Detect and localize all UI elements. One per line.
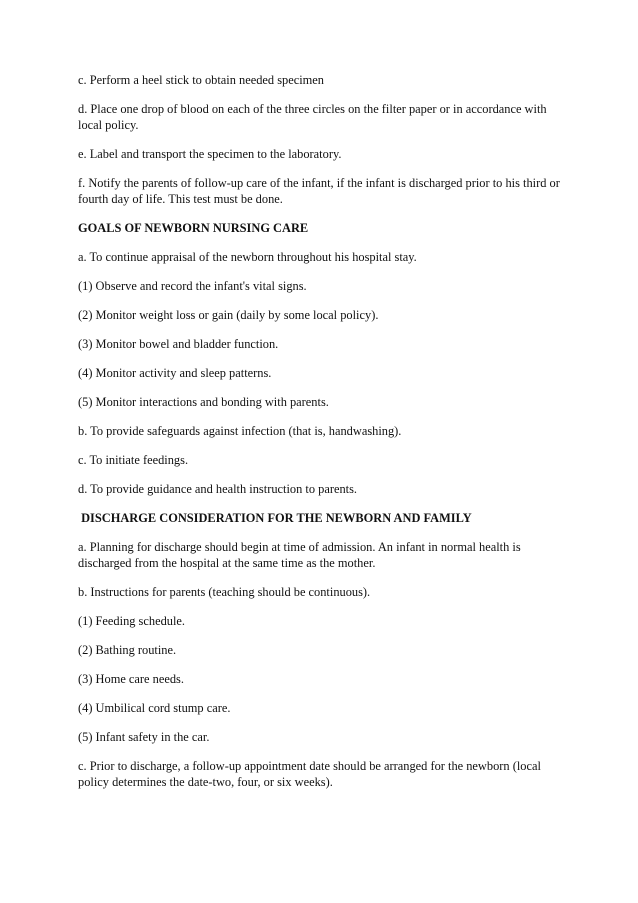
list-item-feeding-schedule: (1) Feeding schedule. xyxy=(78,614,186,628)
paragraph-label-transport: e. Label and transport the specimen to the laboratory. xyxy=(78,147,342,161)
list-item-home-care: (3) Home care needs. xyxy=(78,672,184,686)
paragraph-blood-drop: d. Place one drop of blood on each of the three circles on the filter paper or in accordance with local policy. xyxy=(78,102,547,132)
paragraph-instructions-parents: b. Instructions for parents (teaching should be continuous). xyxy=(78,585,371,599)
list-item-car-safety: (5) Infant safety in the car. xyxy=(78,730,210,744)
paragraph-infection-safeguards: b. To provide safeguards against infection (that is, handwashing). xyxy=(78,424,402,438)
document-page xyxy=(78,72,568,803)
list-item-cord-care: (4) Umbilical cord stump care. xyxy=(78,701,231,715)
list-item-weight: (2) Monitor weight loss or gain (daily by some local policy). xyxy=(78,308,379,322)
paragraph-heel-stick: c. Perform a heel stick to obtain needed specimen xyxy=(78,73,325,87)
paragraph-guidance: d. To provide guidance and health instruction to parents. xyxy=(78,482,358,496)
paragraph-discharge-planning: a. Planning for discharge should begin at time of admission. An infant in normal health is discharged from the hospital at the same time as the mother. xyxy=(78,540,521,570)
paragraph-follow-up: c. Prior to discharge, a follow-up appointment date should be arranged for the newborn (local policy determines the date-two, four, or six weeks). xyxy=(78,759,541,789)
list-item-vital-signs: (1) Observe and record the infant's vital signs. xyxy=(78,279,307,293)
list-item-activity-sleep: (4) Monitor activity and sleep patterns. xyxy=(78,366,272,380)
list-item-bonding: (5) Monitor interactions and bonding with parents. xyxy=(78,395,329,409)
paragraph-notify-parents: f. Notify the parents of follow-up care of the infant, if the infant is discharged prior to his third or fourth day of life. This test must be done. xyxy=(78,176,560,206)
heading-goals-newborn-care: GOALS OF NEWBORN NURSING CARE xyxy=(78,221,309,235)
list-item-bowel-bladder: (3) Monitor bowel and bladder function. xyxy=(78,337,279,351)
paragraph-initiate-feedings: c. To initiate feedings. xyxy=(78,453,189,467)
paragraph-continue-appraisal: a. To continue appraisal of the newborn throughout his hospital stay. xyxy=(78,250,417,264)
list-item-bathing: (2) Bathing routine. xyxy=(78,643,177,657)
heading-discharge-consideration: DISCHARGE CONSIDERATION FOR THE NEWBORN AND FAMILY xyxy=(78,511,472,525)
